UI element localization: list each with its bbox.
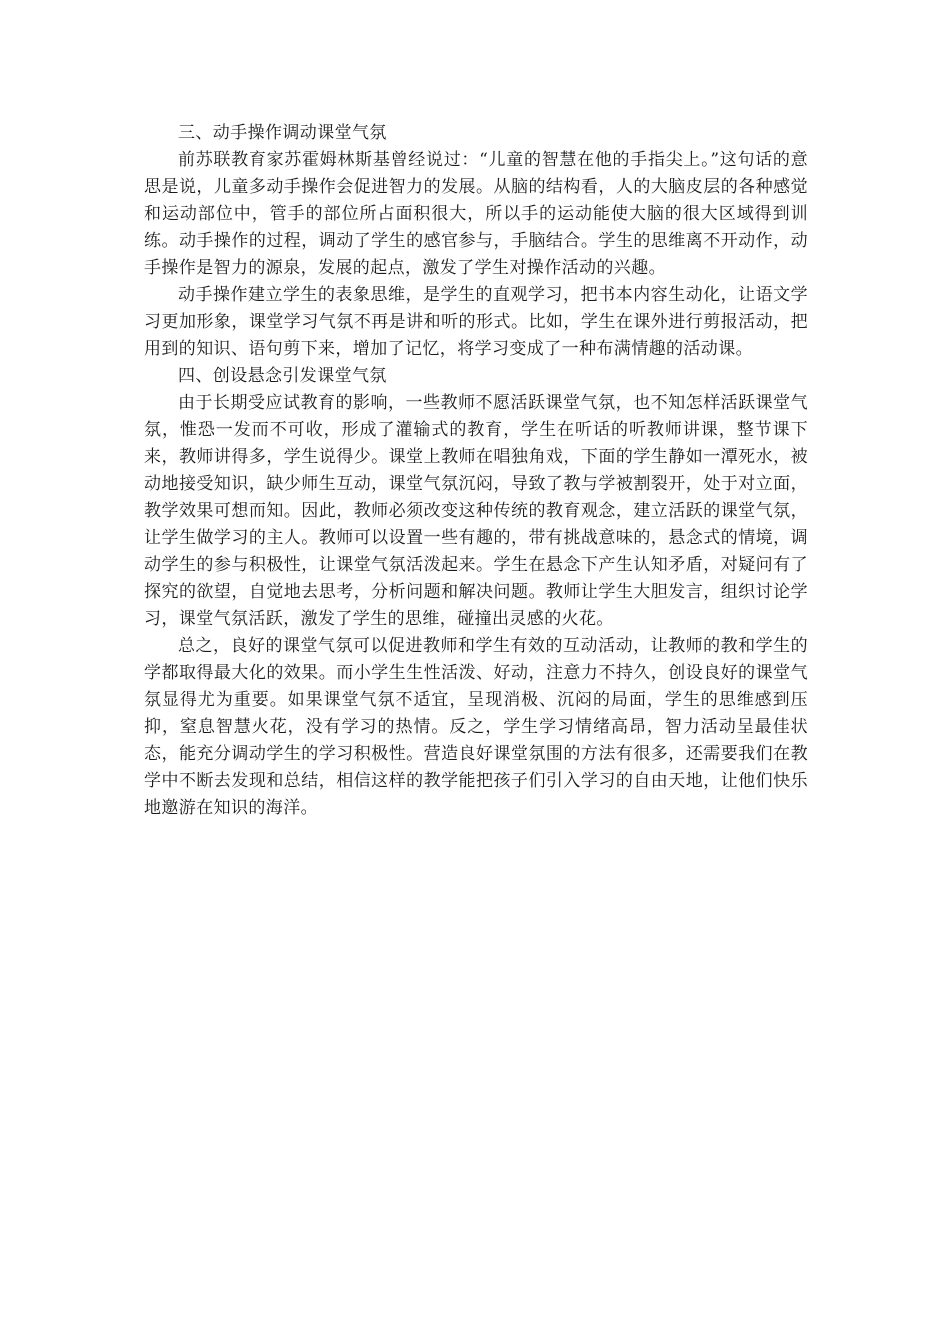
section-heading: 四、创设悬念引发课堂气氛	[178, 366, 387, 386]
section-heading: 三、动手操作调动课堂气氛	[178, 123, 387, 143]
body-paragraph: 动手操作建立学生的表象思维，是学生的直观学习，把书本内容生动化，让语文学习更加形象，课堂学习气氛不再是讲和听的形式。比如，学生在课外进行剪报活动，把用到的知识、语句剪下来，增加了记忆，将学习变成了一种布满情趣的活动课。	[144, 285, 808, 359]
body-paragraph: 由于长期受应试教育的影响，一些教师不愿活跃课堂气氛，也不知怎样活跃课堂气氛，惟恐一发而不可收，形成了灌输式的教育，学生在听话的听教师讲课，整节课下来，教师讲得多，学生说得少。课堂上教师在唱独角戏，下面的学生静如一潭死水，被动地接受知识，缺少师生互动，课堂气氛沉闷，导致了教与学被割裂开，处于对立面，教学效果可想而知。因此，教师必须改变这种传统的教育观念，建立活跃的课堂气氛，让学生做学习的主人。教师可以设置一些有趣的，带有挑战意味的，悬念式的情境，调动学生的参与积极性，让课堂气氛活泼起来。学生在悬念下产生认知矛盾，对疑问有了探究的欲望，自觉地去思考，分析问题和解决问题。教师让学生大胆发言，组织讨论学习，课堂气氛活跃，激发了学生的思维，碰撞出灵感的火花。	[144, 393, 808, 629]
body-paragraph: 前苏联教育家苏霍姆林斯基曾经说过：“儿童的智慧在他的手指尖上。”这句话的意思是说，儿童多动手操作会促进智力的发展。从脑的结构看，人的大脑皮层的各种感觉和运动部位中，管手的部位所占面积很大，所以手的运动能使大脑的很大区域得到训练。动手操作的过程，调动了学生的感官参与，手脑结合。学生的思维离不开动作，动手操作是智力的源泉，发展的起点，激发了学生对操作活动的兴趣。	[144, 150, 808, 278]
body-paragraph: 总之，良好的课堂气氛可以促进教师和学生有效的互动活动，让教师的教和学生的学都取得最大化的效果。而小学生生性活泼、好动，注意力不持久，创设良好的课堂气氛显得尤为重要。如果课堂气氛不适宜，呈现消极、沉闷的局面，学生的思维感到压抑，窒息智慧火花，没有学习的热情。反之，学生学习情绪高昂，智力活动呈最佳状态，能充分调动学生的学习积极性。营造良好课堂氛围的方法有很多，还需要我们在教学中不断去发现和总结，相信这样的教学能把孩子们引入学习的自由天地，让他们快乐地邀游在知识的海洋。	[144, 636, 808, 818]
document-body	[144, 120, 808, 822]
